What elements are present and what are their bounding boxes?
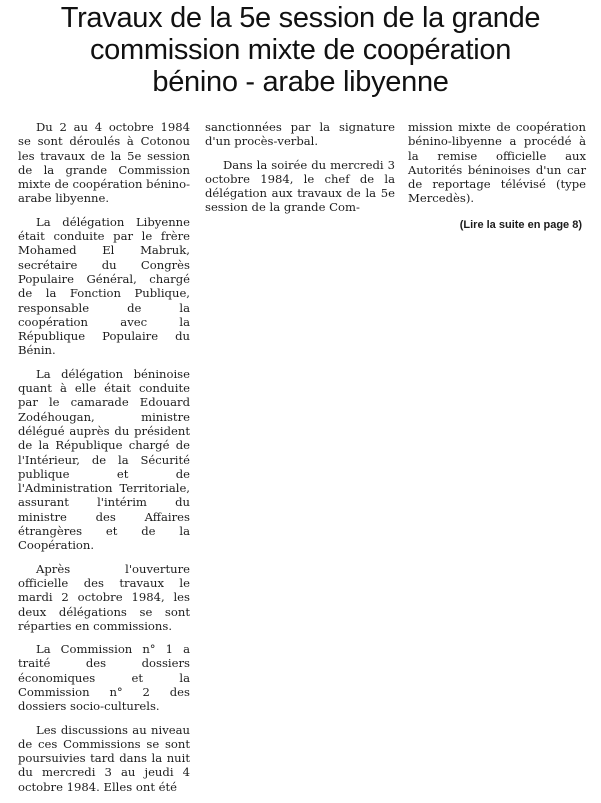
paragraph: La délégation Libyenne était conduite par le frère Mohamed El Mabruk, secrétaire du Congrès Populaire Général, chargé de la Fonction Publique, responsable de la coopération avec la République Populaire du Bénin. [18, 214, 190, 358]
paragraph: Les discussions au niveau de ces Commissions se sont poursuivies tard dans la nuit du mercredi 3 au jeudi 4 octobre 1984. Elles ont été [18, 722, 190, 794]
paragraph: La délégation béninoise quant à elle était conduite par le camarade Edouard Zodéhougan, ministre délégué auprès du président de la République chargé de l'Intérieur, de la Sécurité publique et de l'Administration Territoriale, assurant l'intérim du ministre des Affaires étrangères et de la Coopération. [18, 366, 190, 553]
article-column-3 [408, 120, 586, 232]
paragraph-continued: mission mixte de coopération bénino-libyenne a procédé à la remise officielle aux Autorités béninoises d'un car de reportage télévisé (type Mercedès). [408, 120, 586, 206]
headline-line-1: Travaux de la 5e session de la grande [60, 2, 541, 34]
article-column-1 [18, 120, 190, 803]
paragraph: Du 2 au 4 octobre 1984 se sont déroulés à Cotonou les travaux de la 5e session de la grande Commission mixte de coopération bénino-arabe libyenne. [18, 120, 190, 206]
headline-line-3: bénino - arabe libyenne [152, 66, 449, 98]
continuation-link[interactable]: (Lire la suite en page 8) [459, 218, 582, 231]
headline-line-2: commission mixte de coopération [89, 34, 512, 66]
paragraph-continued: sanctionnées par la signature d'un procès-verbal. [205, 120, 395, 149]
article-headline [0, 2, 601, 98]
paragraph: Dans la soirée du mercredi 3 octobre 1984, le chef de la délégation aux travaux de la 5e session de la grande Com- [205, 157, 395, 215]
paragraph: La Commission n° 1 a traité des dossiers économiques et la Commission n° 2 des dossiers socio-culturels. [18, 642, 190, 714]
article-column-2 [205, 120, 395, 224]
paragraph: Après l'ouverture officielle des travaux le mardi 2 octobre 1984, les deux délégations se sont réparties en commissions. [18, 561, 190, 633]
